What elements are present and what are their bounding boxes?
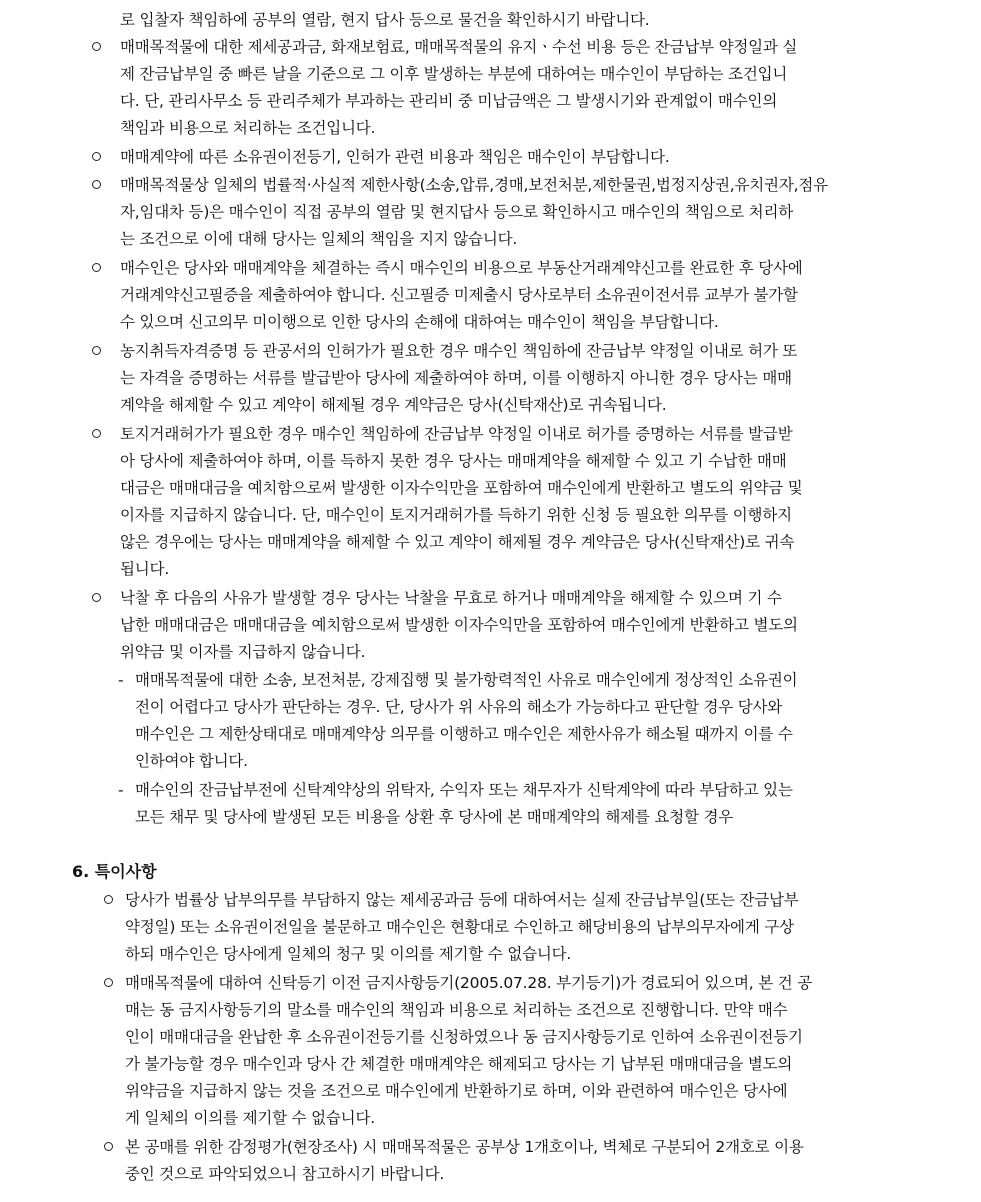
- text-line: 이자를 지급하지 않습니다. 단, 매수인이 토지거래허가를 득하기 위한 신청 등 필요한 의무를 이행하지: [120, 506, 792, 524]
- dash-marker: -: [118, 781, 124, 799]
- text-line: 대금은 매매대금을 예치함으로써 발생한 이자수익만을 포함하여 매수인에게 반환하고 별도의 위약금 및: [120, 479, 803, 497]
- bullet-circle-icon: [92, 180, 101, 189]
- section-heading: 6. 특이사항: [72, 862, 157, 881]
- text-line: 아 당사에 제출하여야 하며, 이를 득하지 못한 경우 당사는 매매계약을 해제할 수 있고 기 수납한 매매: [120, 452, 787, 470]
- text-line: 수 있으며 신고의무 미이행으로 인한 당사의 손해에 대하여는 매수인이 책임을 부담합니다.: [120, 313, 719, 331]
- text-line: 당사가 법률상 납부의무를 부담하지 않는 제세공과금 등에 대하여서는 실제 잔금납부일(또는 잔금납부: [125, 891, 799, 909]
- text-line: 로 입찰자 책임하에 공부의 열람, 현지 답사 등으로 물건을 확인하시기 바랍니다.: [120, 11, 650, 29]
- bullet-circle-icon: [104, 978, 113, 987]
- text-line: 계약을 해제할 수 있고 계약이 해제될 경우 계약금은 당사(신탁재산)로 귀속됩니다.: [120, 396, 667, 414]
- text-line: 않은 경우에는 당사는 매매계약을 해제할 수 있고 계약이 해제될 경우 계약금은 당사(신탁재산)로 귀속: [120, 533, 795, 551]
- bullet-circle-icon: [92, 429, 101, 438]
- text-line: 전이 어렵다고 당사가 판단하는 경우. 단, 당사가 위 사유의 해소가 가능하다고 판단할 경우 당사와: [135, 698, 783, 716]
- dash-marker: -: [118, 671, 124, 689]
- text-line: 거래계약신고필증을 제출하여야 합니다. 신고필증 미제출시 당사로부터 소유권이전서류 교부가 불가할: [120, 286, 798, 304]
- text-line: 제 잔금납부일 중 빠른 날을 기준으로 그 이후 발생하는 부분에 대하여는 매수인이 부담하는 조건입니: [120, 65, 788, 83]
- bullet-circle-icon: [92, 593, 101, 602]
- text-line: 모든 채무 및 당사에 발생된 모든 비용을 상환 후 당사에 본 매매계약의 해제를 요청할 경우: [135, 808, 734, 826]
- bullet-circle-icon: [92, 42, 101, 51]
- text-line: 약정일) 또는 소유권이전일을 불문하고 매수인은 현황대로 수인하고 해당비용의 납부의무자에게 구상: [125, 918, 794, 936]
- text-line: 게 일체의 이의를 제기할 수 없습니다.: [125, 1109, 375, 1127]
- text-line: 매는 동 금지사항등기의 말소를 매수인의 책임과 비용으로 처리하는 조건으로 진행합니다. 만약 매수: [125, 1001, 788, 1019]
- text-line: 는 자격을 증명하는 서류를 발급받아 당사에 제출하여야 하며, 이를 이행하지 아니한 경우 당사는 매매: [120, 369, 792, 387]
- text-line: 매수인은 당사와 매매계약을 체결하는 즉시 매수인의 비용으로 부동산거래계약신고를 완료한 후 당사에: [120, 259, 803, 277]
- bullet-circle-icon: [104, 1142, 113, 1151]
- text-line: 납한 매매대금은 매매대금을 예치함으로써 발생한 이자수익만을 포함하여 매수인에게 반환하고 별도의: [120, 616, 798, 634]
- text-line: 중인 것으로 파악되었으니 참고하시기 바랍니다.: [125, 1165, 445, 1183]
- text-line: 매매목적물상 일체의 법률적·사실적 제한사항(소송,압류,경매,보전처분,제한물권,법정지상권,유치권자,점유: [120, 176, 828, 194]
- text-line: 매매계약에 따른 소유권이전등기, 인허가 관련 비용과 책임은 매수인이 부담합니다.: [120, 148, 670, 166]
- text-line: 위약금을 지급하지 않는 것을 조건으로 매수인에게 반환하기로 하며, 이와 관련하여 매수인은 당사에: [125, 1082, 788, 1100]
- text-line: 는 조건으로 이에 대해 당사는 일체의 책임을 지지 않습니다.: [120, 230, 518, 248]
- bullet-circle-icon: [92, 346, 101, 355]
- text-line: 농지취득자격증명 등 관공서의 인허가가 필요한 경우 매수인 책임하에 잔금납부 약정일 이내로 허가 또: [120, 342, 798, 360]
- text-line: 매수인의 잔금납부전에 신탁계약상의 위탁자, 수익자 또는 채무자가 신탁계약에 따라 부담하고 있는: [135, 781, 793, 799]
- bullet-circle-icon: [92, 263, 101, 272]
- text-line: 본 공매를 위한 감정평가(현장조사) 시 매매목적물은 공부상 1개호이나, 벽체로 구분되어 2개호로 이용: [125, 1138, 804, 1156]
- text-line: 낙찰 후 다음의 사유가 발생할 경우 당사는 낙찰을 무효로 하거나 매매계약을 해제할 수 있으며 기 수: [120, 589, 782, 607]
- text-line: 인이 매매대금을 완납한 후 소유권이전등기를 신청하였으나 동 금지사항등기로 인하여 소유권이전등기: [125, 1028, 803, 1046]
- text-line: 하되 매수인은 당사에게 일체의 청구 및 이의를 제기할 수 없습니다.: [125, 945, 572, 963]
- text-line: 자,임대차 등)은 매수인이 직접 공부의 열람 및 현지답사 등으로 확인하시고 매수인의 책임으로 처리하: [120, 203, 793, 221]
- text-line: 매수인은 그 제한상태대로 매매계약상 의무를 이행하고 매수인은 제한사유가 해소될 때까지 이를 수: [135, 725, 793, 743]
- text-line: 인하여야 합니다.: [135, 752, 248, 770]
- text-line: 위약금 및 이자를 지급하지 않습니다.: [120, 643, 366, 661]
- text-line: 다. 단, 관리사무소 등 관리주체가 부과하는 관리비 중 미납금액은 그 발생시기와 관계없이 매수인의: [120, 92, 778, 110]
- bullet-circle-icon: [92, 152, 101, 161]
- text-line: 토지거래허가가 필요한 경우 매수인 책임하에 잔금납부 약정일 이내로 허가를 증명하는 서류를 발급받: [120, 425, 793, 443]
- bullet-circle-icon: [104, 895, 113, 904]
- text-line: 매매목적물에 대한 제세공과금, 화재보험료, 매매목적물의 유지ㆍ수선 비용 등은 잔금납부 약정일과 실: [120, 38, 798, 56]
- text-line: 됩니다.: [120, 560, 170, 578]
- text-line: 책임과 비용으로 처리하는 조건입니다.: [120, 119, 376, 137]
- text-line: 가 불가능할 경우 매수인과 당사 간 체결한 매매계약은 해제되고 당사는 기 납부된 매매대금을 별도의: [125, 1055, 793, 1073]
- text-line: 매매목적물에 대하여 신탁등기 이전 금지사항등기(2005.07.28. 부기등기)가 경료되어 있으며, 본 건 공: [125, 974, 812, 992]
- text-line: 매매목적물에 대한 소송, 보전처분, 강제집행 및 불가항력적인 사유로 매수인에게 정상적인 소유권이: [135, 671, 798, 689]
